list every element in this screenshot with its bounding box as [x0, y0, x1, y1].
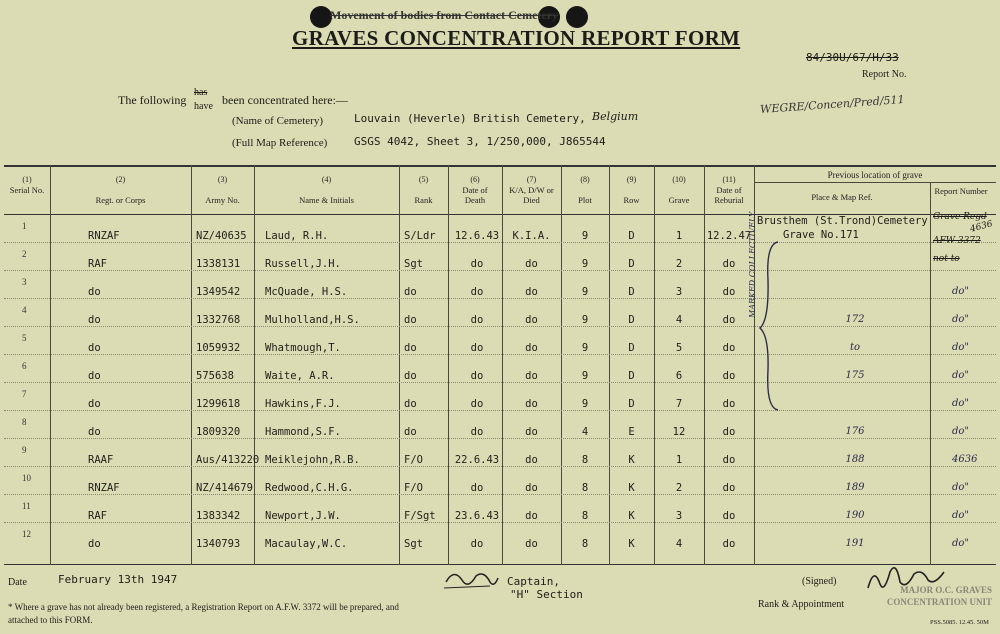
cell-rank: do: [404, 286, 417, 298]
cell-army-no: 1340793: [196, 538, 241, 550]
cell-date-death: do: [470, 342, 484, 354]
cell-plot: 9: [581, 314, 589, 326]
cell-kadw: do: [525, 286, 538, 298]
cell-rank: do: [404, 314, 417, 326]
col-header-report-number: Report Number: [934, 186, 988, 196]
cell-date-death: do: [470, 370, 484, 382]
cell-reburial: do: [722, 538, 736, 550]
following-prefix: The following: [118, 93, 187, 107]
cell-reburial: do: [722, 426, 736, 438]
cell-kadw: do: [525, 314, 538, 326]
cell-date-death: 23.6.43: [454, 510, 500, 522]
cell-grave: 4: [675, 538, 683, 550]
cell-report: do": [952, 538, 970, 549]
cell-report: do": [952, 482, 970, 493]
cell-rank: do: [404, 370, 417, 382]
cell-report: do": [952, 398, 970, 409]
cell-report: do": [952, 342, 970, 353]
cell-date-death: 12.6.43: [454, 230, 500, 242]
cell-reburial: do: [722, 258, 736, 270]
report-number-label: Report No.: [862, 69, 907, 80]
cell-kadw: do: [525, 482, 538, 494]
report-note-2: AFW 3372: [933, 236, 981, 246]
cell-rank: Sgt: [404, 258, 423, 270]
cell-reburial: do: [722, 454, 736, 466]
cell-grave: 3: [675, 286, 683, 298]
cell-grave: 4: [675, 314, 683, 326]
cell-row: E: [628, 426, 635, 438]
following-have: have: [194, 101, 213, 112]
cell-regt: do: [88, 426, 101, 438]
cell-reburial: do: [722, 314, 736, 326]
col-header-previous-location: Previous location of grave: [827, 170, 923, 180]
cell-regt: do: [88, 370, 101, 382]
cell-row: D: [628, 314, 635, 326]
form-title: GRAVES CONCENTRATION REPORT FORM: [292, 26, 741, 50]
cell-grave: 12: [672, 426, 686, 438]
cell-reburial: do: [722, 342, 736, 354]
cell-reburial: do: [722, 482, 736, 494]
col-header-plot: (8) Plot: [578, 175, 592, 205]
cell-report: 4636: [952, 454, 978, 465]
cell-name: Newport,J.W.: [265, 510, 341, 522]
serial-number: 1: [22, 221, 27, 231]
cell-place: 175: [845, 370, 865, 381]
cell-army-no: NZ/40635: [196, 230, 247, 242]
cell-row: K: [628, 454, 635, 466]
cell-plot: 9: [581, 258, 589, 270]
cell-kadw: do: [525, 398, 538, 410]
cell-reburial: 12.2.47: [706, 230, 752, 242]
cell-rank: do: [404, 426, 417, 438]
cell-row: D: [628, 286, 635, 298]
cell-grave: 1: [675, 454, 683, 466]
report-note-3: not to: [933, 254, 960, 264]
cell-rank: do: [404, 342, 417, 354]
serial-number: 6: [22, 361, 27, 371]
cell-name: Hammond,S.F.: [265, 426, 341, 438]
cell-plot: 8: [581, 538, 589, 550]
cell-grave: 2: [675, 258, 683, 270]
cell-row: D: [628, 398, 635, 410]
struck-title: Movement of bodies from Contact Cemetery: [330, 8, 559, 22]
bracket-mark: [756, 240, 786, 415]
cemetery-value: Louvain (Heverle) British Cemetery,: [354, 112, 586, 125]
cell-kadw: do: [525, 370, 538, 382]
date-label: Date: [8, 577, 27, 588]
col-header-rank: (5) Rank: [414, 175, 433, 205]
cell-army-no: 1809320: [196, 426, 241, 438]
cell-row: D: [628, 230, 635, 242]
serial-number: 9: [22, 445, 27, 455]
cell-report: do": [952, 314, 970, 325]
cell-plot: 9: [581, 370, 589, 382]
cell-date-death: do: [470, 398, 484, 410]
cell-name: Waite, A.R.: [265, 370, 335, 382]
cell-army-no: 1338131: [196, 258, 241, 270]
cell-regt: do: [88, 538, 101, 550]
cell-plot: 8: [581, 510, 589, 522]
cell-army-no: 575638: [196, 370, 234, 382]
punch-hole: [566, 6, 588, 28]
cell-place: to: [849, 342, 861, 353]
stamp-reference: WEGRE/Concen/Pred/511: [759, 92, 905, 117]
cell-place: 188: [845, 454, 865, 465]
cell-name: Mulholland,H.S.: [265, 314, 360, 326]
cell-plot: 9: [581, 286, 589, 298]
cell-report: do": [952, 370, 970, 381]
signer-section: "H" Section: [510, 588, 583, 601]
signature-captain: [440, 566, 502, 596]
report-note-1: Grave Regd: [933, 212, 987, 222]
cell-rank: Sgt: [404, 538, 423, 550]
report-number-value: 84/30U/67/H/33: [806, 51, 899, 64]
unit-stamp: MAJOR O.C. GRAVES CONCENTRATION UNIT: [886, 585, 992, 607]
serial-number: 11: [22, 501, 31, 511]
cell-army-no: 1299618: [196, 398, 241, 410]
serial-number: 8: [22, 417, 27, 427]
cell-reburial: do: [722, 370, 736, 382]
cell-name: Laud, R.H.: [265, 230, 329, 242]
cell-regt: do: [88, 342, 101, 354]
cell-regt: RNZAF: [88, 230, 120, 242]
serial-number: 10: [22, 473, 31, 483]
cell-name: Redwood,C.H.G.: [265, 482, 354, 494]
cell-date-death: do: [470, 426, 484, 438]
cell-name: Hawkins,F.J.: [265, 398, 341, 410]
cell-army-no: 1383342: [196, 510, 241, 522]
cell-kadw: do: [525, 510, 538, 522]
serial-number: 7: [22, 389, 27, 399]
serial-number: 4: [22, 305, 27, 315]
cell-regt: do: [88, 286, 101, 298]
cell-row: K: [628, 510, 635, 522]
cell-report: do": [952, 510, 970, 521]
col-header-kadw: (7) K/A, D/W or Died: [509, 175, 554, 205]
cell-rank: do: [404, 398, 417, 410]
cell-army-no: 1332768: [196, 314, 241, 326]
cell-plot: 9: [581, 230, 589, 242]
cemetery-label: (Name of Cemetery): [232, 115, 324, 127]
cell-row: D: [628, 370, 635, 382]
signer-rank: Captain,: [507, 575, 560, 588]
cell-regt: RAAF: [88, 454, 114, 466]
col-header-date-death: (6) Date of Death: [462, 175, 488, 205]
cell-name: McQuade, H.S.: [265, 286, 348, 298]
cell-name: Russell,J.H.: [265, 258, 341, 270]
col-header-reburial: (11) Date of Reburial: [714, 175, 744, 205]
cell-rank: S/Ldr: [404, 230, 436, 242]
cell-reburial: do: [722, 398, 736, 410]
date-value: February 13th 1947: [58, 573, 178, 586]
cell-rank: F/O: [404, 482, 423, 494]
cell-kadw: do: [525, 454, 538, 466]
print-code: PSS.5085. 12.45. 50M: [930, 619, 989, 626]
map-ref-value: GSGS 4042, Sheet 3, 1/250,000, J865544: [354, 135, 606, 148]
cell-kadw: do: [525, 538, 538, 550]
cell-regt: RAF: [88, 258, 107, 270]
signed-label: (Signed): [802, 576, 837, 587]
cell-grave: 1: [675, 230, 683, 242]
cell-date-death: do: [470, 314, 484, 326]
cell-regt: do: [88, 314, 101, 326]
following-suffix: been concentrated here:—: [222, 93, 348, 107]
col-header-row: (9) Row: [623, 175, 640, 205]
cell-place: 172: [845, 314, 865, 325]
serial-number: 5: [22, 333, 27, 343]
cell-kadw: do: [525, 342, 538, 354]
cell-regt: do: [88, 398, 101, 410]
previous-place-line2: Grave No.171: [783, 229, 859, 241]
following-has: has: [194, 87, 208, 98]
cell-army-no: Aus/413220: [196, 454, 260, 466]
cell-grave: 7: [675, 398, 683, 410]
cell-row: K: [628, 482, 635, 494]
footnote: * Where a grave has not already been registered, a Registration Report on A.F.W. 3372 will be prepared, and attached to this FORM.: [8, 602, 399, 625]
cell-reburial: do: [722, 510, 736, 522]
cell-army-no: 1059932: [196, 342, 241, 354]
cell-grave: 6: [675, 370, 683, 382]
cell-place: 191: [845, 538, 865, 549]
cell-date-death: do: [470, 286, 484, 298]
cell-plot: 8: [581, 482, 589, 494]
col-header-place: Place & Map Ref.: [811, 192, 873, 202]
cell-rank: F/Sgt: [404, 510, 436, 522]
cell-grave: 5: [675, 342, 683, 354]
cell-row: D: [628, 342, 635, 354]
serial-number: 12: [22, 529, 31, 539]
punch-hole: [310, 6, 332, 28]
report-note-number: 4636: [969, 219, 994, 235]
cell-name: Meiklejohn,R.B.: [265, 454, 360, 466]
cell-plot: 9: [581, 398, 589, 410]
cell-date-death: do: [470, 258, 484, 270]
cell-kadw: do: [525, 426, 538, 438]
cell-report: do": [952, 286, 970, 297]
col-header-grave: (10) Grave: [668, 175, 690, 205]
cell-plot: 9: [581, 342, 589, 354]
cell-date-death: 22.6.43: [454, 454, 500, 466]
cell-date-death: do: [470, 482, 484, 494]
col-header-regt: (2) Regt. or Corps: [95, 175, 146, 205]
serial-number: 3: [22, 277, 27, 287]
marked-collectively-note: MARKED COLLECTIVELY: [748, 211, 757, 318]
cemetery-handwritten: Belgium: [592, 110, 639, 123]
cell-army-no: 1349542: [196, 286, 241, 298]
col-header-army-no: (3) Army No.: [205, 175, 240, 205]
cell-plot: 8: [581, 454, 589, 466]
rank-appointment-label: Rank & Appointment: [758, 599, 845, 610]
cell-place: 189: [845, 482, 865, 493]
cell-date-death: do: [470, 538, 484, 550]
col-header-name: (4) Name & Initials: [299, 175, 354, 205]
cell-plot: 4: [581, 426, 589, 438]
cell-regt: RNZAF: [88, 482, 120, 494]
cell-row: D: [628, 258, 635, 270]
serial-number: 2: [22, 249, 27, 259]
cell-name: Whatmough,T.: [265, 342, 341, 354]
cell-place: 176: [845, 426, 865, 437]
cell-kadw: K.I.A.: [512, 230, 551, 242]
cell-place: 190: [845, 510, 865, 521]
cell-grave: 2: [675, 482, 683, 494]
map-ref-label: (Full Map Reference): [232, 137, 328, 149]
cell-row: K: [628, 538, 635, 550]
cell-report: do": [952, 426, 970, 437]
col-header-serial: (1) Serial No.: [9, 175, 45, 195]
cell-reburial: do: [722, 286, 736, 298]
cell-regt: RAF: [88, 510, 107, 522]
previous-place-line1: Brusthem (St.Trond)Cemetery: [757, 215, 928, 227]
cell-grave: 3: [675, 510, 683, 522]
cell-rank: F/O: [404, 454, 423, 466]
cell-army-no: NZ/414679: [196, 482, 253, 494]
cell-kadw: do: [525, 258, 538, 270]
cell-name: Macaulay,W.C.: [265, 538, 348, 550]
